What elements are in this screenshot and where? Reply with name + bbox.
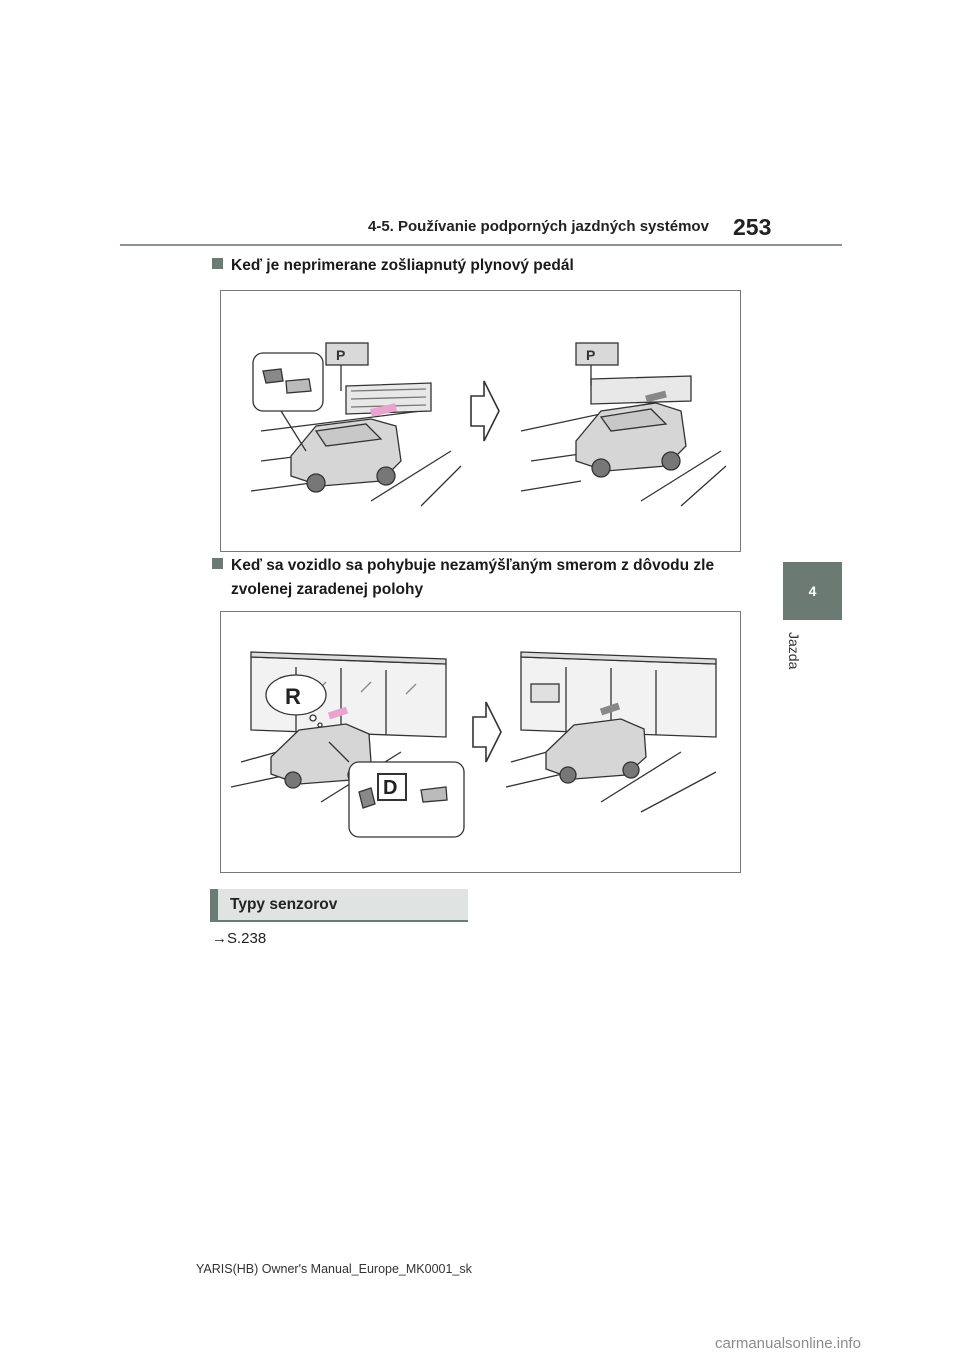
section-heading-wrong-gear — [212, 554, 714, 602]
page-reference-link[interactable]: →S.238 — [212, 930, 267, 947]
footer-manual-id: YARIS(HB) Owner's Manual_Europe_MK0001_sk — [196, 1262, 472, 1276]
header-rule — [120, 244, 842, 246]
chapter-tab[interactable] — [783, 562, 842, 620]
section-heading-line2: zvolenej zaradenej polohy — [231, 581, 424, 598]
chapter-label: Jazda — [786, 632, 802, 670]
sensor-types-title: Typy senzorov — [230, 896, 338, 913]
section-heading-accelerator — [212, 254, 574, 278]
svg-text:P: P — [336, 347, 346, 363]
parking-illustration-svg — [221, 291, 740, 551]
page-number: 253 — [733, 214, 772, 240]
square-bullet-icon — [212, 258, 223, 269]
gear-d-label: D — [383, 777, 398, 799]
gear-r-label: R — [285, 684, 301, 709]
sensor-types-subheading — [210, 889, 468, 922]
chapter-number: 4 — [808, 583, 817, 599]
section-heading-line1: Keď sa vozidlo sa pohybuje nezamýšľaným smerom z dôvodu zle — [231, 557, 715, 574]
svg-text:P: P — [586, 347, 596, 363]
illustration-parking-accelerator — [220, 290, 741, 552]
square-bullet-icon — [212, 558, 223, 569]
watermark: carmanualsonline.info — [715, 1335, 861, 1352]
running-header: 4-5. Používanie podporných jazdných systémov — [368, 218, 709, 235]
storefront-illustration-svg — [221, 612, 740, 872]
section-heading-text: Keď je neprimerane zošliapnutý plynový pedál — [231, 257, 574, 274]
illustration-wrong-gear — [220, 611, 741, 873]
